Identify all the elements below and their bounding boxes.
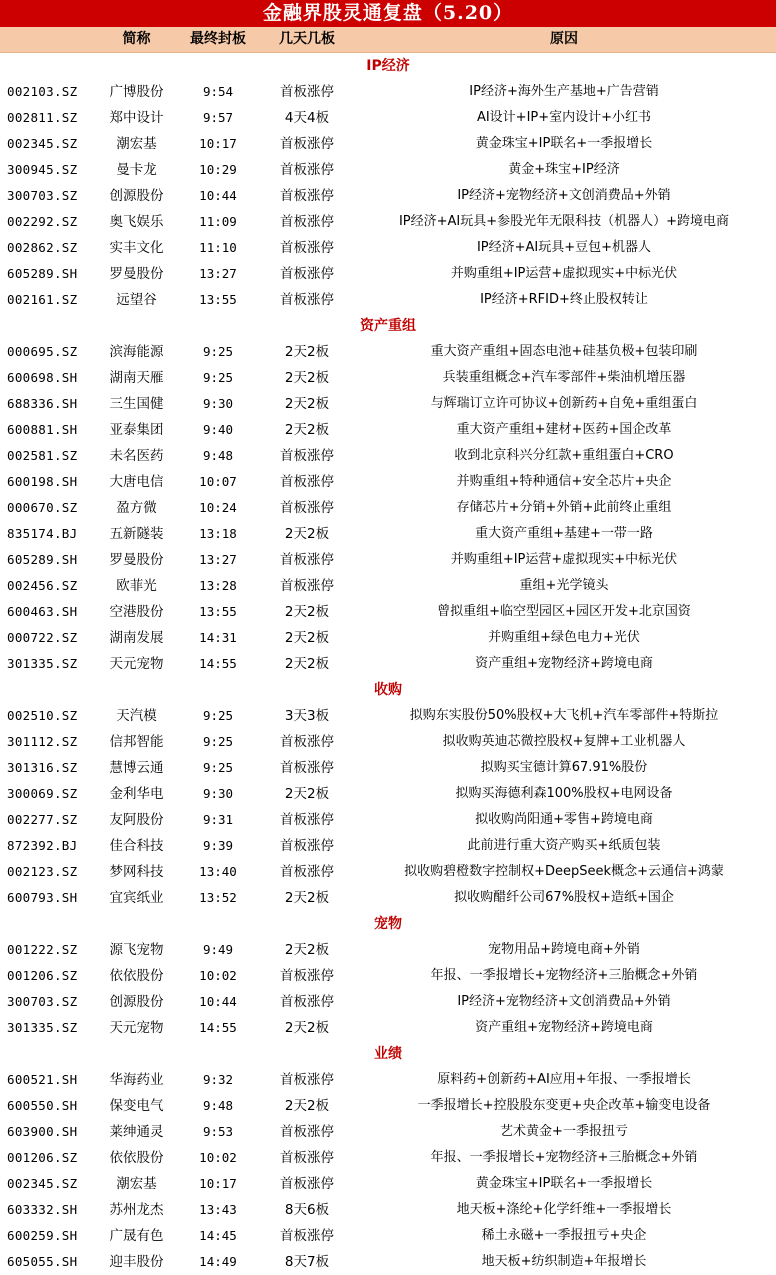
reason-cell: IP经济+AI玩具+参股光年无限科技（机器人）+跨境电商 — [398, 214, 730, 229]
stock-code-cell: 603332.SH — [7, 1202, 78, 1217]
table-row — [0, 1015, 776, 1041]
stock-name-cell: 保变电气 — [109, 1098, 164, 1114]
stock-name-cell: 迎丰股份 — [109, 1254, 164, 1270]
stock-name-cell: 源飞宠物 — [109, 942, 164, 958]
stock-code-cell: 001206.SZ — [7, 1150, 78, 1165]
reason-cell: 年报、一季报增长+宠物经济+三胎概念+外销 — [430, 968, 698, 983]
seal-time-cell: 13:55 — [199, 604, 237, 619]
section-title: 资产重组 — [360, 318, 416, 334]
reason-cell: 曾拟重组+临空型园区+园区开发+北京国资 — [437, 604, 691, 619]
stock-name-cell: 天元宠物 — [109, 656, 164, 672]
section-title: 业绩 — [374, 1046, 402, 1062]
board-count-cell: 首板涨停 — [280, 1176, 334, 1192]
board-count-cell: 首板涨停 — [280, 1124, 334, 1140]
table-row — [0, 521, 776, 547]
header-name: 简称 — [122, 31, 151, 47]
stock-code-cell: 600259.SH — [7, 1228, 78, 1243]
seal-time-cell: 10:07 — [199, 474, 237, 489]
stock-code-cell: 600463.SH — [7, 604, 78, 619]
board-count-cell: 2天2板 — [284, 526, 330, 542]
stock-name-cell: 广博股份 — [109, 84, 164, 100]
table-row — [0, 1119, 776, 1145]
seal-time-cell: 9:25 — [202, 370, 234, 385]
seal-time-cell: 13:18 — [199, 526, 237, 541]
stock-code-cell: 301335.SZ — [7, 1020, 78, 1035]
stock-name-cell: 空港股份 — [109, 604, 164, 620]
stock-code-cell: 603900.SH — [7, 1124, 78, 1139]
stock-code-cell: 002277.SZ — [7, 812, 78, 827]
stock-name-cell: 梦网科技 — [109, 864, 164, 880]
board-count-cell: 2天2板 — [284, 942, 330, 958]
reason-cell: 拟收购英迪芯微控股权+复牌+工业机器人 — [442, 734, 686, 749]
seal-time-cell: 9:48 — [202, 448, 234, 463]
stock-code-cell: 001206.SZ — [7, 968, 78, 983]
stock-name-cell: 曼卡龙 — [116, 162, 157, 178]
reason-cell: 并购重组+IP运营+虚拟现实+中标光伏 — [450, 266, 678, 281]
stock-name-cell: 滨海能源 — [109, 344, 164, 360]
table-row — [0, 261, 776, 287]
stock-code-cell: 002345.SZ — [7, 136, 78, 151]
reason-cell: 黄金+珠宝+IP经济 — [508, 162, 620, 177]
stock-code-cell: 600698.SH — [7, 370, 78, 385]
stock-code-cell: 002292.SZ — [7, 214, 78, 229]
reason-cell: 黄金珠宝+IP联名+一季报增长 — [475, 136, 653, 151]
reason-cell: 重大资产重组+建材+医药+国企改革 — [456, 422, 672, 437]
stock-name-cell: 潮宏基 — [116, 1176, 157, 1192]
stock-code-cell: 835174.BJ — [7, 526, 78, 541]
seal-time-cell: 9:54 — [202, 84, 234, 99]
board-count-cell: 首板涨停 — [280, 864, 334, 880]
stock-name-cell: 湖南发展 — [109, 630, 164, 646]
stock-name-cell: 天汽模 — [116, 708, 157, 724]
table-row — [0, 885, 776, 911]
seal-time-cell: 10:24 — [199, 500, 237, 515]
board-count-cell: 首板涨停 — [280, 448, 334, 464]
stock-name-cell: 远望谷 — [116, 292, 157, 308]
table-row — [0, 573, 776, 599]
table-row — [0, 703, 776, 729]
board-count-cell: 首板涨停 — [280, 1228, 334, 1244]
table-row — [0, 963, 776, 989]
stock-name-cell: 苏州龙杰 — [109, 1202, 164, 1218]
stock-code-cell: 002456.SZ — [7, 578, 78, 593]
stock-name-cell: 奥飞娱乐 — [109, 214, 164, 230]
stock-name-cell: 大唐电信 — [109, 474, 164, 490]
reason-cell: 并购重组+绿色电力+光伏 — [488, 630, 640, 645]
seal-time-cell: 14:55 — [199, 656, 237, 671]
stock-code-cell: 605055.SH — [7, 1254, 78, 1269]
board-count-cell: 4天4板 — [284, 110, 330, 126]
stock-name-cell: 广晟有色 — [109, 1228, 164, 1244]
stock-name-cell: 莱绅通灵 — [109, 1124, 164, 1140]
board-count-cell: 首板涨停 — [280, 162, 334, 178]
board-count-cell: 2天2板 — [284, 370, 330, 386]
reason-cell: 资产重组+宠物经济+跨境电商 — [475, 656, 653, 671]
board-count-cell: 8天7板 — [284, 1254, 330, 1270]
reason-cell: 拟收购醋纤公司67%股权+造纸+国企 — [454, 890, 674, 905]
board-count-cell: 2天2板 — [284, 786, 330, 802]
seal-time-cell: 9:53 — [202, 1124, 234, 1139]
seal-time-cell: 9:25 — [202, 760, 234, 775]
reason-cell: IP经济+AI玩具+豆包+机器人 — [476, 240, 652, 255]
section-title: 宠物 — [374, 916, 402, 932]
table-row — [0, 365, 776, 391]
seal-time-cell: 10:02 — [199, 968, 237, 983]
stock-code-cell: 605289.SH — [7, 266, 78, 281]
board-count-cell: 2天2板 — [284, 422, 330, 438]
reason-cell: 地天板+纺织制造+年报增长 — [481, 1254, 647, 1269]
board-count-cell: 首板涨停 — [280, 84, 334, 100]
table-row — [0, 859, 776, 885]
table-row — [0, 1171, 776, 1197]
stock-code-cell: 600550.SH — [7, 1098, 78, 1113]
sheet-title: 金融界股灵通复盘（5.20） — [0, 0, 776, 27]
board-count-cell: 2天2板 — [284, 630, 330, 646]
stock-code-cell: 002581.SZ — [7, 448, 78, 463]
stock-name-cell: 创源股份 — [109, 188, 164, 204]
table-row — [0, 105, 776, 131]
board-count-cell: 2天2板 — [284, 890, 330, 906]
table-row — [0, 157, 776, 183]
board-count-cell: 首板涨停 — [280, 240, 334, 256]
table-row — [0, 443, 776, 469]
table-row — [0, 495, 776, 521]
seal-time-cell: 14:45 — [199, 1228, 237, 1243]
seal-time-cell: 13:43 — [199, 1202, 237, 1217]
board-count-cell: 首板涨停 — [280, 474, 334, 490]
stock-name-cell: 湖南天雁 — [109, 370, 164, 386]
stock-name-cell: 创源股份 — [109, 994, 164, 1010]
board-count-cell: 首板涨停 — [280, 214, 334, 230]
stock-name-cell: 潮宏基 — [116, 136, 157, 152]
stock-name-cell: 欧菲光 — [116, 578, 157, 594]
stock-code-cell: 002123.SZ — [7, 864, 78, 879]
board-count-cell: 首板涨停 — [280, 136, 334, 152]
seal-time-cell: 9:57 — [202, 110, 234, 125]
board-count-cell: 2天2板 — [284, 396, 330, 412]
reason-cell: IP经济+宠物经济+文创消费品+外销 — [457, 994, 671, 1009]
board-count-cell: 首板涨停 — [280, 188, 334, 204]
stock-name-cell: 郑中设计 — [109, 110, 164, 126]
reason-cell: 拟购买宝德计算67.91%股份 — [480, 760, 648, 775]
stock-code-cell: 002103.SZ — [7, 84, 78, 99]
reason-cell: 原料药+创新药+AI应用+年报、一季报增长 — [437, 1072, 691, 1087]
table-row — [0, 1197, 776, 1223]
header-time: 最终封板 — [190, 31, 246, 47]
table-row — [0, 1145, 776, 1171]
board-count-cell: 首板涨停 — [280, 266, 334, 282]
stock-code-cell: 002161.SZ — [7, 292, 78, 307]
reason-cell: 拟收购碧橙数字控制权+DeepSeek概念+云通信+鸿蒙 — [404, 864, 724, 879]
board-count-cell: 首板涨停 — [280, 1150, 334, 1166]
stock-name-cell: 三生国健 — [109, 396, 164, 412]
reason-cell: IP经济+宠物经济+文创消费品+外销 — [457, 188, 671, 203]
seal-time-cell: 13:28 — [199, 578, 237, 593]
board-count-cell: 首板涨停 — [280, 292, 334, 308]
column-header-row — [0, 27, 776, 53]
seal-time-cell: 9:39 — [202, 838, 234, 853]
stock-code-cell: 000670.SZ — [7, 500, 78, 515]
seal-time-cell: 9:31 — [202, 812, 234, 827]
board-count-cell: 8天6板 — [284, 1202, 330, 1218]
stock-code-cell: 301112.SZ — [7, 734, 78, 749]
table-row — [0, 989, 776, 1015]
stock-code-cell: 001222.SZ — [7, 942, 78, 957]
seal-time-cell: 9:32 — [202, 1072, 234, 1087]
stock-name-cell: 五新隧装 — [109, 526, 164, 542]
seal-time-cell: 11:10 — [199, 240, 237, 255]
table-row — [0, 339, 776, 365]
board-count-cell: 2天2板 — [284, 1098, 330, 1114]
board-count-cell: 首板涨停 — [280, 968, 334, 984]
table-row — [0, 1067, 776, 1093]
seal-time-cell: 10:17 — [199, 136, 237, 151]
stock-code-cell: 002510.SZ — [7, 708, 78, 723]
reason-cell: 重大资产重组+基建+一带一路 — [475, 526, 653, 541]
stock-name-cell: 金利华电 — [109, 786, 164, 802]
section-title: 收购 — [374, 682, 402, 698]
reason-cell: 宠物用品+跨境电商+外销 — [488, 942, 640, 957]
board-count-cell: 2天2板 — [284, 1020, 330, 1036]
seal-time-cell: 14:31 — [199, 630, 237, 645]
stock-name-cell: 慧博云通 — [109, 760, 164, 776]
table-row — [0, 131, 776, 157]
seal-time-cell: 9:25 — [202, 344, 234, 359]
stock-code-cell: 600198.SH — [7, 474, 78, 489]
section-title: IP经济 — [366, 58, 410, 74]
reason-cell: 并购重组+IP运营+虚拟现实+中标光伏 — [450, 552, 678, 567]
stock-code-cell: 300703.SZ — [7, 188, 78, 203]
stock-name-cell: 依依股份 — [109, 968, 164, 984]
header-reason: 原因 — [550, 31, 578, 47]
reason-cell: 一季报增长+控股股东变更+央企改革+输变电设备 — [417, 1098, 711, 1113]
stock-code-cell: 600793.SH — [7, 890, 78, 905]
board-count-cell: 2天2板 — [284, 604, 330, 620]
reason-cell: 稀土永磁+一季报扭亏+央企 — [481, 1228, 647, 1243]
board-count-cell: 首板涨停 — [280, 734, 334, 750]
stock-name-cell: 信邦智能 — [109, 734, 164, 750]
seal-time-cell: 9:30 — [202, 396, 234, 411]
table-row — [0, 651, 776, 677]
header-days: 几天几板 — [279, 31, 335, 47]
reason-cell: 与辉瑞订立许可协议+创新药+自免+重组蛋白 — [430, 396, 698, 411]
stock-name-cell: 罗曼股份 — [109, 552, 164, 568]
seal-time-cell: 9:25 — [202, 708, 234, 723]
stock-code-cell: 300069.SZ — [7, 786, 78, 801]
seal-time-cell: 9:40 — [202, 422, 234, 437]
seal-time-cell: 13:55 — [199, 292, 237, 307]
board-count-cell: 首板涨停 — [280, 552, 334, 568]
seal-time-cell: 9:49 — [202, 942, 234, 957]
reason-cell: 重大资产重组+固态电池+硅基负极+包装印刷 — [430, 344, 698, 359]
stock-name-cell: 亚泰集团 — [109, 422, 164, 438]
reason-cell: 拟购东实股份50%股权+大飞机+汽车零部件+特斯拉 — [409, 708, 719, 723]
seal-time-cell: 10:02 — [199, 1150, 237, 1165]
reason-cell: 拟购买海德利森100%股权+电网设备 — [455, 786, 673, 801]
stock-code-cell: 688336.SH — [7, 396, 78, 411]
stock-code-cell: 301316.SZ — [7, 760, 78, 775]
table-row — [0, 1249, 776, 1275]
table-row — [0, 1223, 776, 1249]
reason-cell: 存储芯片+分销+外销+此前终止重组 — [456, 500, 672, 515]
board-count-cell: 首板涨停 — [280, 994, 334, 1010]
stock-code-cell: 872392.BJ — [7, 838, 78, 853]
reason-cell: 艺术黄金+一季报扭亏 — [500, 1124, 628, 1139]
board-count-cell: 首板涨停 — [280, 578, 334, 594]
board-count-cell: 3天3板 — [284, 708, 330, 724]
reason-cell: AI设计+IP+室内设计+小红书 — [476, 110, 652, 125]
stock-code-cell: 300703.SZ — [7, 994, 78, 1009]
board-count-cell: 首板涨停 — [280, 812, 334, 828]
seal-time-cell: 9:25 — [202, 734, 234, 749]
stock-code-cell: 600881.SH — [7, 422, 78, 437]
stock-code-cell: 605289.SH — [7, 552, 78, 567]
reason-cell: 地天板+涤纶+化学纤维+一季报增长 — [456, 1202, 672, 1217]
seal-time-cell: 13:27 — [199, 552, 237, 567]
seal-time-cell: 9:48 — [202, 1098, 234, 1113]
reason-cell: 拟收购尚阳通+零售+跨境电商 — [475, 812, 653, 827]
reason-cell: IP经济+RFID+终止股权转让 — [480, 292, 648, 307]
table-row — [0, 781, 776, 807]
table-row — [0, 755, 776, 781]
stock-name-cell: 华海药业 — [109, 1072, 164, 1088]
board-count-cell: 首板涨停 — [280, 760, 334, 776]
reason-cell: 并购重组+特种通信+安全芯片+央企 — [456, 474, 672, 489]
reason-cell: 收到北京科兴分红款+重组蛋白+CRO — [454, 448, 674, 463]
stock-name-cell: 佳合科技 — [109, 838, 164, 854]
table-row — [0, 183, 776, 209]
table-row — [0, 235, 776, 261]
stock-name-cell: 天元宠物 — [109, 1020, 164, 1036]
table-body — [0, 53, 776, 1275]
seal-time-cell: 13:52 — [199, 890, 237, 905]
table-row — [0, 417, 776, 443]
seal-time-cell: 10:29 — [199, 162, 237, 177]
stock-name-cell: 罗曼股份 — [109, 266, 164, 282]
seal-time-cell: 14:49 — [199, 1254, 237, 1269]
table-row — [0, 469, 776, 495]
seal-time-cell: 11:09 — [199, 214, 237, 229]
stock-code-cell: 301335.SZ — [7, 656, 78, 671]
table-row — [0, 391, 776, 417]
board-count-cell: 首板涨停 — [280, 500, 334, 516]
stock-code-cell: 002345.SZ — [7, 1176, 78, 1191]
reason-cell: 兵装重组概念+汽车零部件+柴油机增压器 — [442, 370, 686, 385]
stock-name-cell: 宜宾纸业 — [109, 890, 164, 906]
board-count-cell: 2天2板 — [284, 656, 330, 672]
table-row — [0, 547, 776, 573]
table-row — [0, 599, 776, 625]
stock-name-cell: 友阿股份 — [109, 812, 164, 828]
table-row — [0, 1093, 776, 1119]
seal-time-cell: 13:27 — [199, 266, 237, 281]
stock-code-cell: 002811.SZ — [7, 110, 78, 125]
seal-time-cell: 10:44 — [199, 188, 237, 203]
stock-code-cell: 000695.SZ — [7, 344, 78, 359]
table-row — [0, 79, 776, 105]
seal-time-cell: 14:55 — [199, 1020, 237, 1035]
table-row — [0, 729, 776, 755]
reason-cell: 黄金珠宝+IP联名+一季报增长 — [475, 1176, 653, 1191]
table-row — [0, 209, 776, 235]
table-row — [0, 937, 776, 963]
table-row — [0, 287, 776, 313]
reason-cell: 资产重组+宠物经济+跨境电商 — [475, 1020, 653, 1035]
stock-code-cell: 002862.SZ — [7, 240, 78, 255]
stock-name-cell: 依依股份 — [109, 1150, 164, 1166]
board-count-cell: 首板涨停 — [280, 1072, 334, 1088]
seal-time-cell: 9:30 — [202, 786, 234, 801]
stock-name-cell: 实丰文化 — [109, 240, 164, 256]
stock-code-cell: 600521.SH — [7, 1072, 78, 1087]
board-count-cell: 2天2板 — [284, 344, 330, 360]
table-row — [0, 807, 776, 833]
stock-name-cell: 未名医药 — [109, 448, 164, 464]
stock-code-cell: 300945.SZ — [7, 162, 78, 177]
reason-cell: 此前进行重大资产购买+纸质包装 — [467, 838, 661, 853]
table-row — [0, 833, 776, 859]
reason-cell: 重组+光学镜头 — [519, 578, 609, 593]
table-row — [0, 625, 776, 651]
stock-code-cell: 000722.SZ — [7, 630, 78, 645]
stock-name-cell: 盈方微 — [116, 500, 157, 516]
seal-time-cell: 13:40 — [199, 864, 237, 879]
reason-cell: 年报、一季报增长+宠物经济+三胎概念+外销 — [430, 1150, 698, 1165]
seal-time-cell: 10:17 — [199, 1176, 237, 1191]
header-code — [0, 27, 99, 52]
seal-time-cell: 10:44 — [199, 994, 237, 1009]
reason-cell: IP经济+海外生产基地+广告营销 — [469, 84, 659, 99]
board-count-cell: 首板涨停 — [280, 838, 334, 854]
